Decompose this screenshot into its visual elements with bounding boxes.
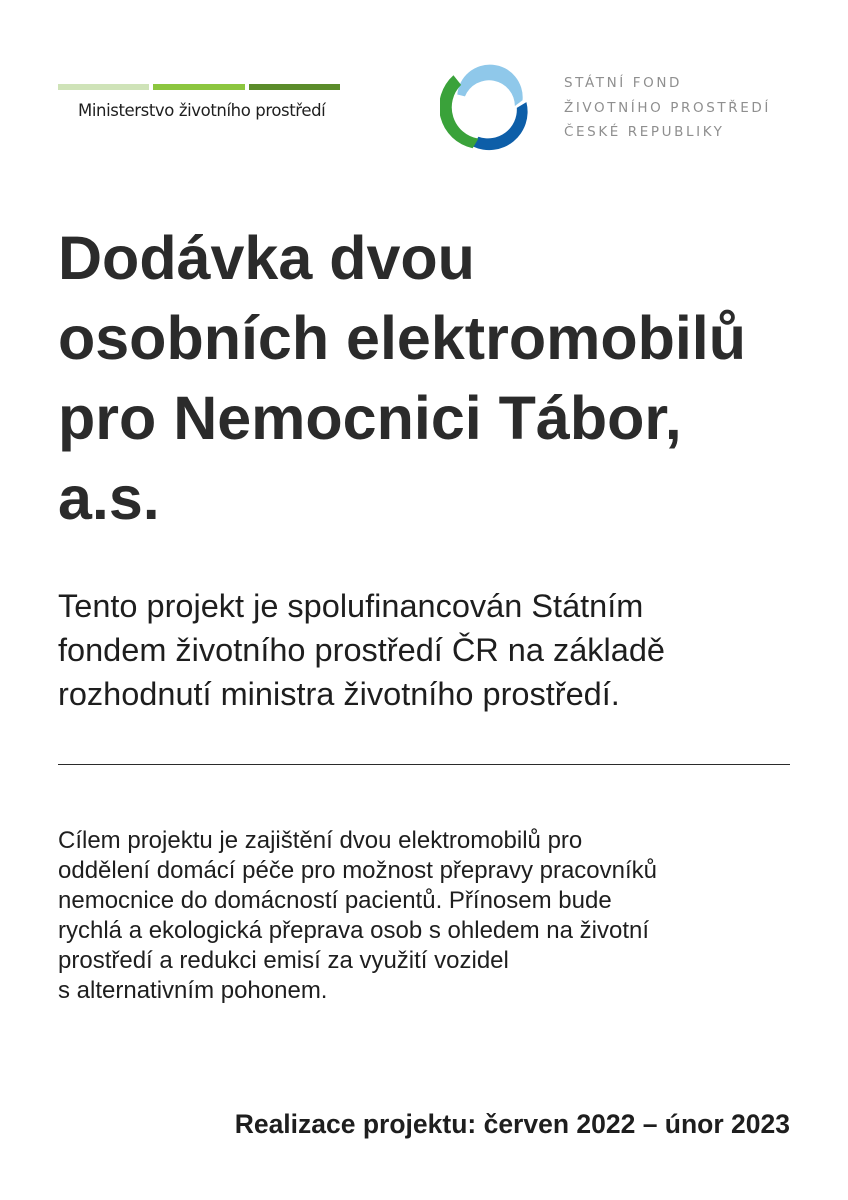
project-title-line: osobních elektromobilů	[58, 304, 747, 372]
project-title-line: pro Nemocnici Tábor,	[58, 384, 682, 452]
fund-name-line: STÁTNÍ FOND	[564, 75, 683, 92]
funding-statement-line: fondem životního prostředí ČR na základě	[58, 632, 665, 668]
ministry-logo-bar	[58, 84, 149, 90]
project-description	[58, 826, 818, 1006]
funding-statement-line: rozhodnutí ministra životního prostředí.	[58, 676, 620, 712]
project-description-line: oddělení domácí péče pro možnost přepravy pracovníků	[58, 857, 658, 884]
project-description-line: s alternativním pohonem.	[58, 977, 328, 1004]
ministry-logo	[58, 84, 340, 120]
emblem-light-blue-arc	[457, 65, 522, 106]
project-description-line: nemocnice do domácností pacientů. Přínosem bude	[58, 887, 612, 914]
circular-swirl-emblem-icon	[440, 58, 536, 154]
fund-name-line: ŽIVOTNÍHO PROSTŘEDÍ	[564, 99, 771, 116]
fund-logo	[440, 58, 771, 154]
ministry-logo-bar	[249, 84, 340, 90]
emblem-green-arc	[440, 75, 478, 148]
project-description-line: Cílem projektu je zajištění dvou elektromobilů pro	[58, 827, 583, 854]
project-title-line: a.s.	[58, 464, 160, 532]
project-description-line: rychlá a ekologická přeprava osob s ohledem na životní	[58, 917, 649, 944]
section-divider	[58, 764, 790, 765]
ministry-logo-bars	[58, 84, 340, 90]
fund-name	[564, 71, 771, 145]
project-description-line: prostředí a redukci emisí za využití vozidel	[58, 947, 509, 974]
ministry-name: Ministerstvo životního prostředí	[78, 101, 326, 120]
funding-statement	[58, 584, 818, 716]
emblem-dark-blue-arc	[473, 102, 528, 150]
project-title-line: Dodávka dvou	[58, 224, 475, 292]
project-title	[58, 218, 818, 538]
fund-name-line: ČESKÉ REPUBLIKY	[564, 124, 725, 141]
ministry-logo-bar	[153, 84, 244, 90]
funding-statement-line: Tento projekt je spolufinancován Státním	[58, 588, 644, 624]
realization-period: Realizace projektu: červen 2022 – únor 2023	[234, 1109, 790, 1139]
